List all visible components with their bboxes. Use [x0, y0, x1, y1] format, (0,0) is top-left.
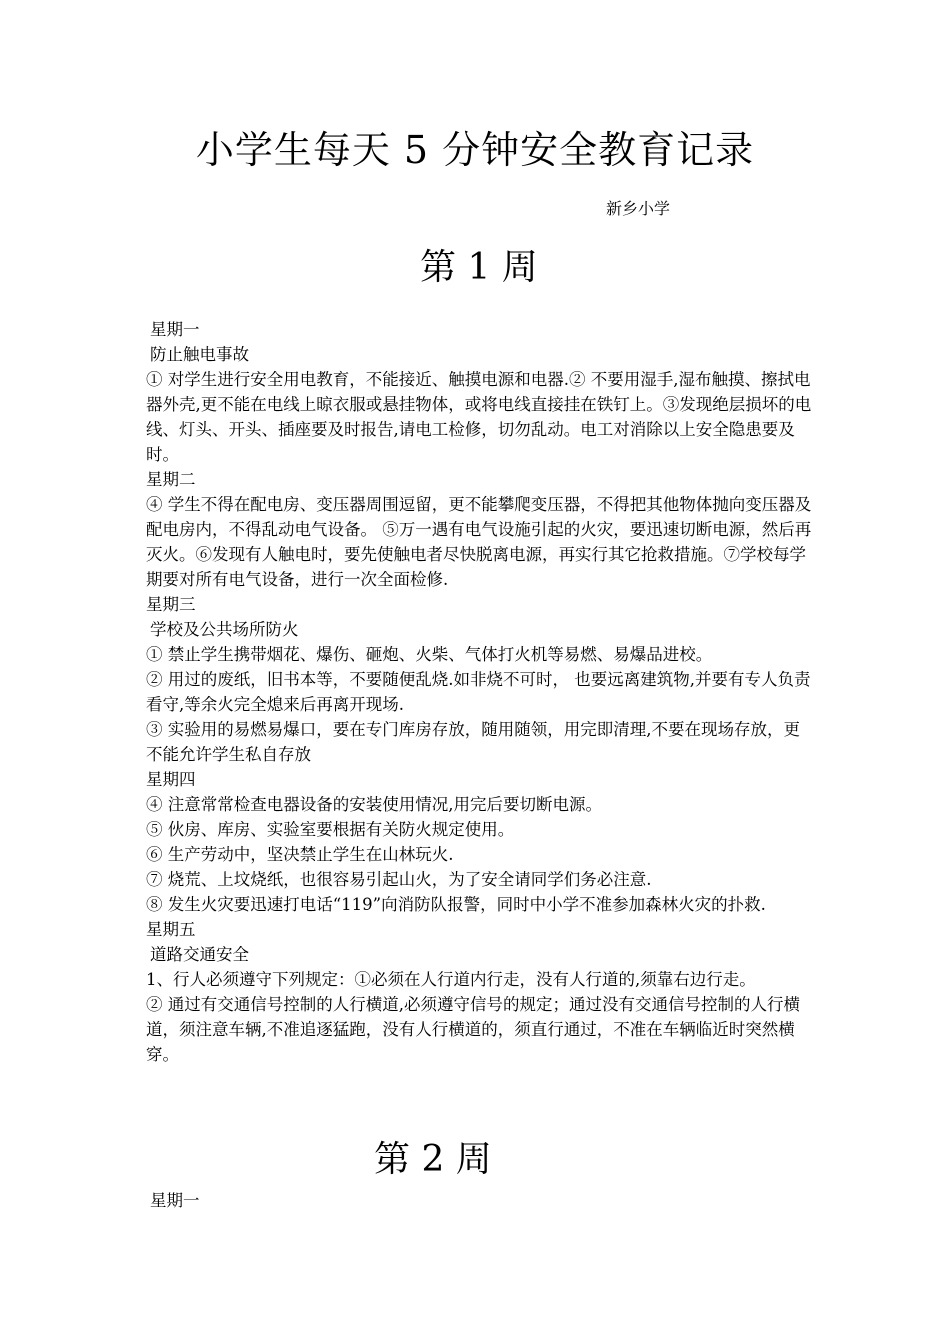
week-1-content [146, 317, 814, 1067]
paragraph: ⑧ 发生火灾要迅速打电话“119”向消防队报警，同时中小学不准参加森林火灾的扑救. [146, 895, 766, 914]
paragraph: ⑤ 伙房、库房、实验室要根据有关防火规定使用。 [146, 820, 515, 839]
day-label-wednesday: 星期三 [146, 595, 196, 614]
day-label-thursday: 星期四 [146, 770, 196, 789]
week-2-heading: 第 2 周 [374, 1139, 492, 1180]
day-label-monday: 星期一 [150, 1191, 200, 1210]
paragraph: ⑦ 烧荒、上坟烧纸，也很容易引起山火，为了安全请同学们务必注意. [146, 870, 652, 889]
paragraph: ② 用过的废纸，旧书本等，不要随便乱烧.如非烧不可时， 也要远离建筑物,并要有专人负责看守,等余火完全熄来后再离开现场. [146, 670, 811, 714]
document-title: 小学生每天 5 分钟安全教育记录 [195, 128, 755, 172]
week-2-content [146, 1188, 814, 1213]
paragraph: ④ 注意常常检查电器设备的安装使用情况,用完后要切断电源。 [146, 795, 602, 814]
topic-heading: 防止触电事故 [150, 345, 249, 364]
week-1-heading: 第 1 周 [420, 247, 538, 288]
paragraph: ② 通过有交通信号控制的人行横道,必须遵守信号的规定；通过没有交通信号控制的人行横道，须注意车辆,不准追逐猛跑，没有人行横道的，须直行通过，不准在车辆临近时突然横穿。 [146, 995, 800, 1064]
topic-heading: 学校及公共场所防火 [150, 620, 299, 639]
day-label-monday: 星期一 [150, 320, 200, 339]
paragraph: ① 对学生进行安全用电教育，不能接近、触摸电源和电器.② 不要用湿手,湿布触摸、擦拭电器外壳,更不能在电线上晾衣服或悬挂物体，或将电线直接挂在铁钉上。③发现绝层损坏的电线、灯头、开头、插座要及时报告,请电工检修，切勿乱动。电工对消除以上安全隐患要及时。 [146, 370, 812, 464]
paragraph: 1、行人必须遵守下列规定：①必须在人行道内行走，没有人行道的,须靠右边行走。 [146, 970, 756, 989]
paragraph: ① 禁止学生携带烟花、爆伤、砸炮、火柴、气体打火机等易燃、易爆品进校。 [146, 645, 713, 664]
school-name: 新乡小学 [606, 199, 671, 218]
paragraph: ④ 学生不得在配电房、变压器周围逗留，更不能攀爬变压器，不得把其他物体抛向变压器及配电房内，不得乱动电气设备。 ⑤万一遇有电气设施引起的火灾，要迅速切断电源，然后再灭火。⑥发现有人触电时，要先使触电者尽快脱离电源，再实行其它抢救措施。⑦学校每学期要对所有电气设备，进行一次全面检修. [146, 495, 812, 589]
day-label-friday: 星期五 [146, 920, 196, 939]
day-label-tuesday: 星期二 [146, 470, 196, 489]
paragraph: ③ 实验用的易燃易爆口，要在专门库房存放，随用随领，用完即清理,不要在现场存放，更不能允许学生私自存放 [146, 720, 800, 764]
paragraph: ⑥ 生产劳动中，坚决禁止学生在山林玩火. [146, 845, 454, 864]
topic-heading: 道路交通安全 [150, 945, 249, 964]
